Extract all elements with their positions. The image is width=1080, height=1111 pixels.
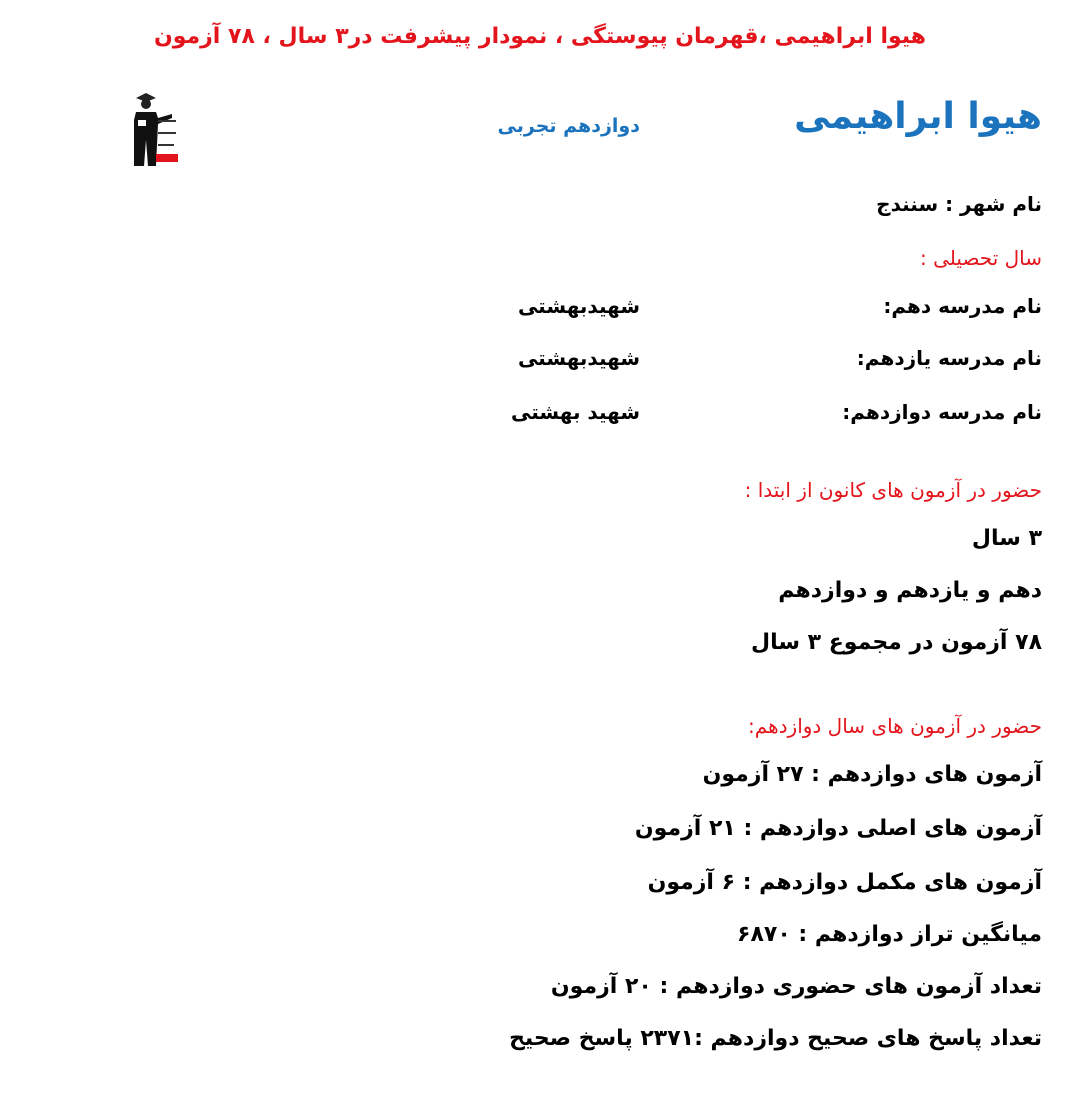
graduate-logo-icon xyxy=(128,90,186,168)
stat-in-person-exams-12: تعداد آزمون های حضوری دوازدهم : ۲۰ آزمون xyxy=(550,974,1042,999)
school-label-10: نام مدرسه دهم: xyxy=(883,294,1042,318)
stat-average-score-12: میانگین تراز دوازدهم : ۶۸۷۰ xyxy=(737,922,1042,947)
attendance-total-heading: حضور در آزمون های کانون از ابتدا : xyxy=(744,478,1042,502)
stat-supplementary-exams-12: آزمون های مکمل دوازدهم : ۶ آزمون xyxy=(647,870,1042,895)
stat-main-exams-12: آزمون های اصلی دوازدهم : ۲۱ آزمون xyxy=(634,816,1042,841)
school-label-11: نام مدرسه یازدهم: xyxy=(856,346,1042,370)
attendance-grades: دهم و یازدهم و دوازدهم xyxy=(778,578,1042,603)
attendance-12-heading: حضور در آزمون های سال دوازدهم: xyxy=(748,714,1042,738)
student-name: هیوا ابراهیمی xyxy=(794,96,1042,137)
attendance-exam-count: ۷۸ آزمون در مجموع ۳ سال xyxy=(751,630,1042,655)
school-label-12: نام مدرسه دوازدهم: xyxy=(842,400,1042,424)
academic-year-label: سال تحصیلی : xyxy=(920,246,1042,270)
school-value-12: شهید بهشتی xyxy=(510,400,640,424)
stat-correct-answers-12: تعداد پاسخ های صحیح دوازدهم :۲۳۷۱ پاسخ صحیح xyxy=(509,1026,1042,1051)
school-value-11: شهیدبهشتی xyxy=(517,346,640,370)
attendance-years: ۳ سال xyxy=(971,526,1042,551)
stat-exams-12: آزمون های دوازدهم : ۲۷ آزمون xyxy=(702,762,1042,787)
grade-field: دوازدهم تجربی xyxy=(497,115,640,137)
city: نام شهر : سنندج xyxy=(876,192,1042,216)
page-title: هیوا ابراهیمی ،قهرمان پیوستگی ، نمودار پیشرفت در۳ سال ، ۷۸ آزمون xyxy=(153,24,927,49)
kanoon-logo xyxy=(128,90,186,168)
school-value-10: شهیدبهشتی xyxy=(517,294,640,318)
